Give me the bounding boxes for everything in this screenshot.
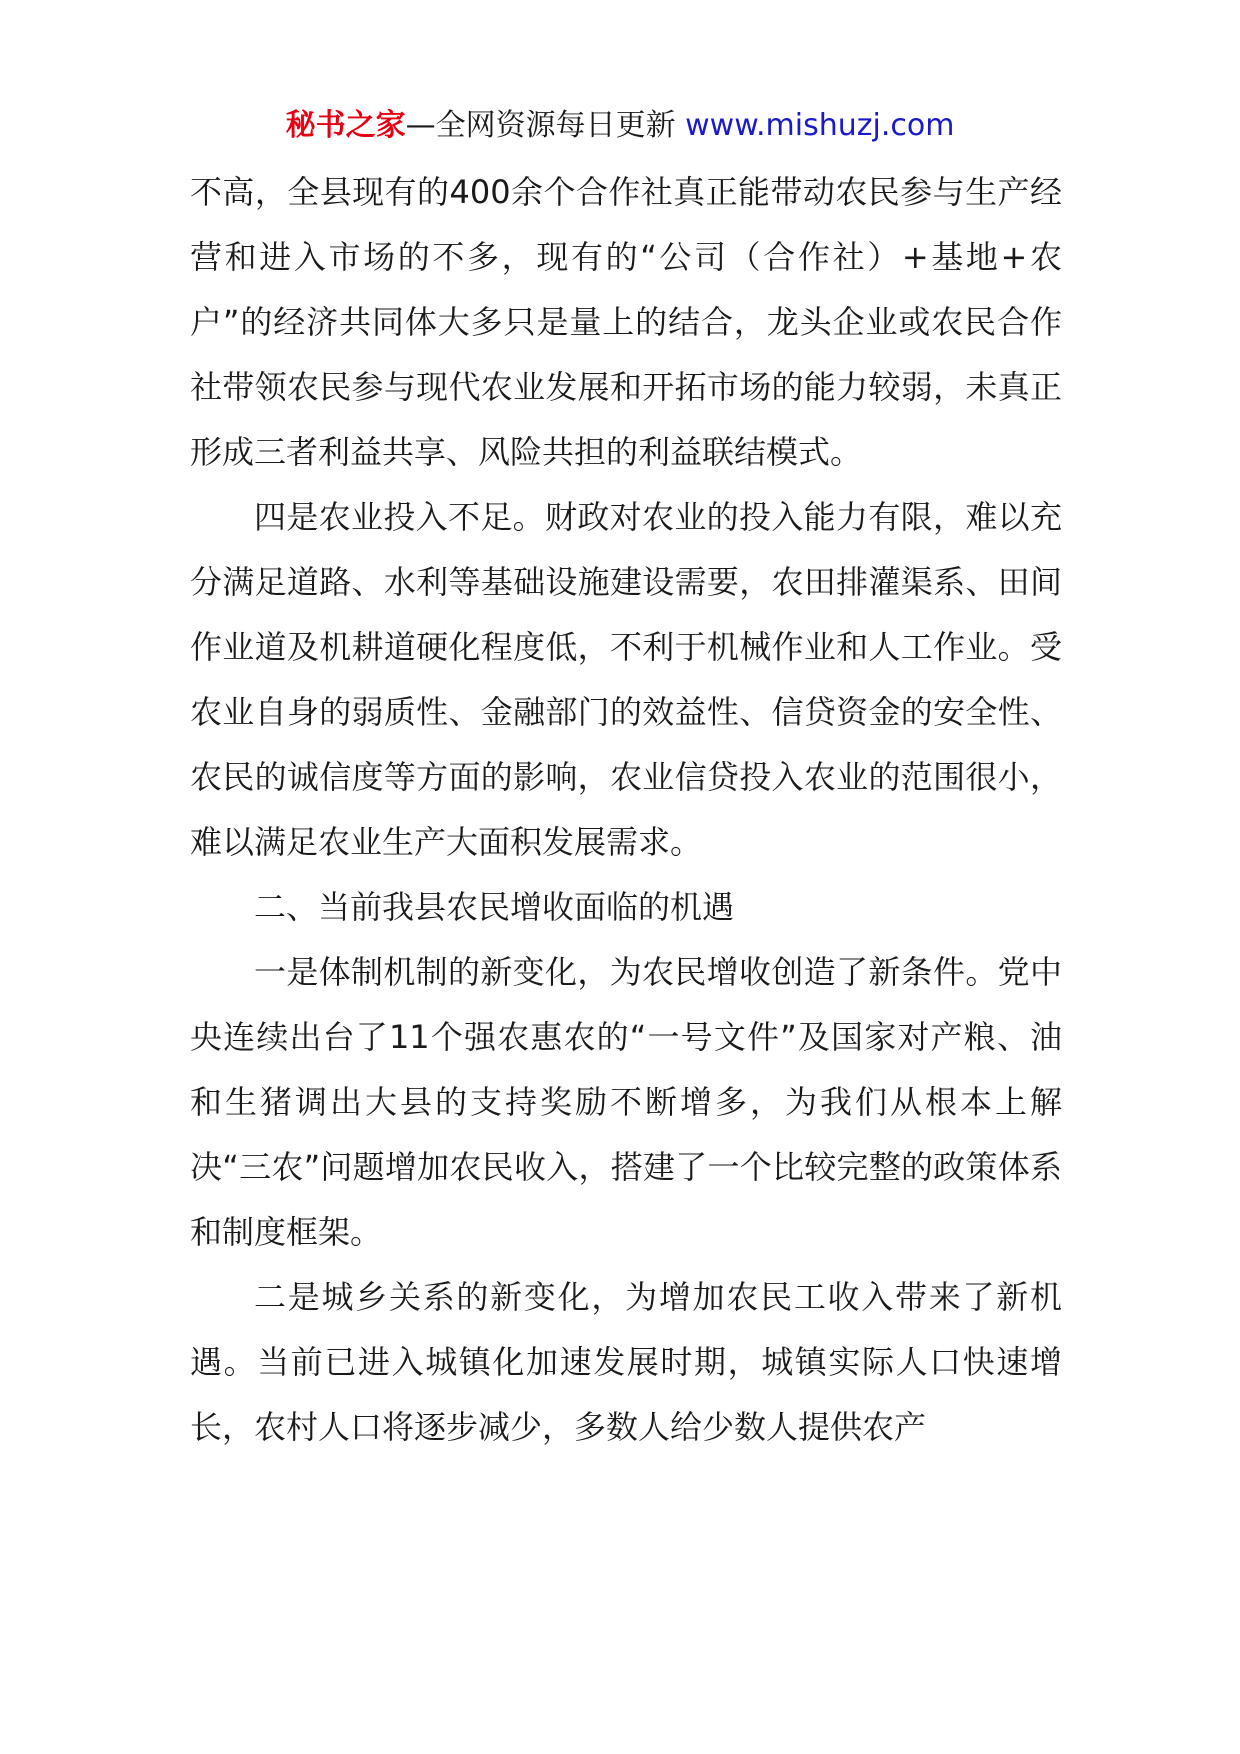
paragraph-agri-investment: 四是农业投入不足。财政对农业的投入能力有限，难以充分满足道路、水利等基础设施建设需要，农田排灌渠系、田间作业道及机耕道硬化程度低，不利于机械作业和人工作业。受农业自身的弱质性、金融部门的效益性、信贷资金的安全性、农民的诚信度等方面的影响，农业信贷投入农业的范围很小，难以满足农业生产大面积发展需求。 <box>190 498 1062 861</box>
paragraph-continuation: 不高，全县现有的400余个合作社真正能带动农民参与生产经营和进入市场的不多，现有的“公司（合作社）+基地+农户”的经济共同体大多只是量上的结合，龙头企业或农民合作社带领农民参与现代农业发展和开拓市场的能力较弱，未真正形成三者利益共享、风险共担的利益联结模式。 <box>190 173 1062 471</box>
paragraph-urban-rural-change: 二是城乡关系的新变化，为增加农民工收入带来了新机遇。当前已进入城镇化加速发展时期，城镇实际人口快速增长，农村人口将逐步减少，多数人给少数人提供农产 <box>190 1278 1062 1446</box>
brand-name: 秘书之家 <box>285 108 406 143</box>
page-header <box>0 104 1240 148</box>
section-heading: 二、当前我县农民增收面临的机遇 <box>254 888 735 926</box>
site-url[interactable]: www.mishuzj.com <box>685 108 955 143</box>
header-tagline: —全网资源每日更新 <box>405 108 676 143</box>
document-body <box>190 160 1062 1460</box>
paragraph-institutional-change: 一是体制机制的新变化，为农民增收创造了新条件。党中央连续出台了11个强农惠农的“一号文件”及国家对产粮、油和生猪调出大县的支持奖励不断增多，为我们从根本上解决“三农”问题增加农民收入，搭建了一个比较完整的政策体系和制度框架。 <box>190 953 1062 1251</box>
